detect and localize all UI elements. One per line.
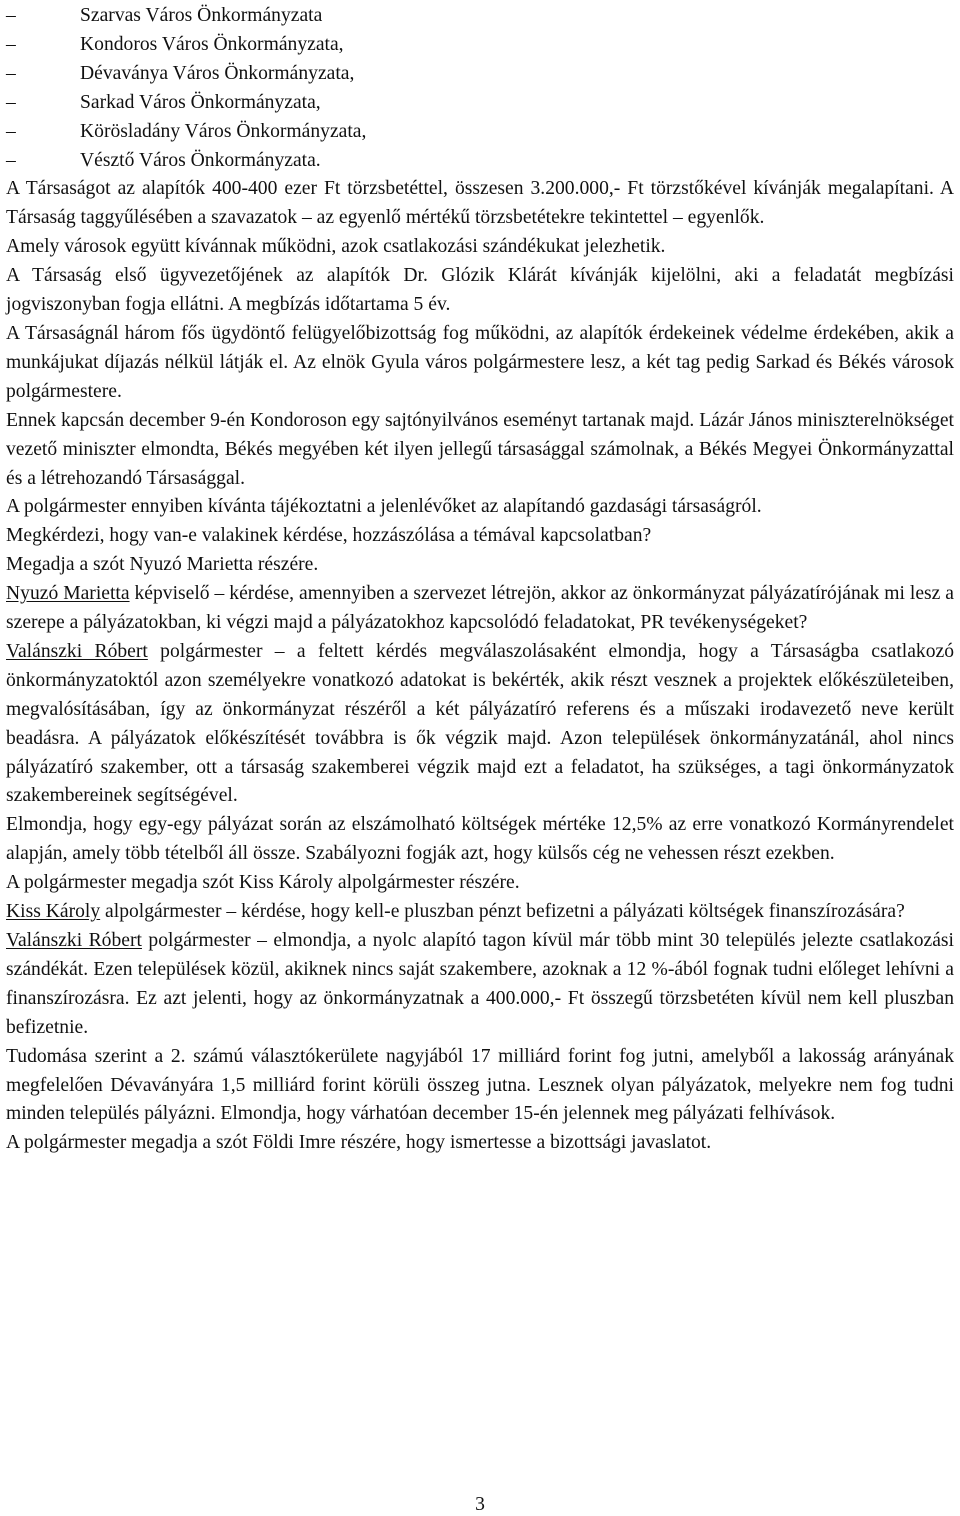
paragraph-text: alpolgármester – kérdése, hogy kell-e pluszban pénzt befizetni a pályázati költségek finanszírozására? (100, 901, 905, 923)
list-dash: – (6, 120, 16, 142)
paragraph: Megkérdezi, hogy van-e valakinek kérdése, hozzászólása a témával kapcsolatban? (6, 525, 652, 547)
list-dash: – (6, 62, 16, 84)
list-item-text: Vésztő Város Önkormányzata. (80, 149, 321, 171)
list-item (6, 118, 954, 147)
paragraph: A polgármester megadja a szót Földi Imre részére, hogy ismertesse a bizottsági javaslatot. (6, 1132, 712, 1154)
paragraph-text: polgármester – elmondja, a nyolc alapító tagon kívül már több mint 30 település jelezte csatlakozási szándékát. Ezen települések közül, akiknek nincs saját szakembere, azoknak a 12 %-ából fognak tudni előleget lehívni a finanszírozásra. Ez azt jelenti, hogy az önkormányzatnak a 400.000,- Ft összegű törzsbetéten kívül nem kell pluszban befizetnie. (6, 930, 954, 1038)
list-item (6, 2, 954, 31)
paragraph: A Társaságot az alapítók 400-400 ezer Ft törzsbetéttel, összesen 3.200.000,- Ft törzstőkével kívánják megalapítani. A Társaság taggyűlésében a szavazatok – az egyenlő mértékű törzsbetétekre tekintettel – egyenlők. (6, 178, 954, 229)
paragraph (6, 927, 954, 1043)
paragraph (6, 638, 954, 811)
list-dash: – (6, 33, 16, 55)
list-item (6, 31, 954, 60)
paragraph (6, 580, 954, 638)
list-dash: – (6, 91, 16, 113)
page-number: 3 (475, 1494, 485, 1515)
paragraph: Elmondja, hogy egy-egy pályázat során az elszámolható költségek mértéke 12,5% az erre vonatkozó Kormányrendelet alapján, amely több tételből áll össze. Szabályozni fogják azt, hogy külsős cég ne vehessen részt ezekben. (6, 814, 954, 865)
list-item (6, 147, 954, 176)
paragraph: Megadja a szót Nyuzó Marietta részére. (6, 554, 319, 576)
paragraph: A polgármester ennyiben kívánta tájékoztatni a jelenlévőket az alapítandó gazdasági társaságról. (6, 496, 762, 518)
paragraph-text: képviselő – kérdése, amennyiben a szervezet létrejön, akkor az önkormányzat pályázatírójának mi lesz a szerepe a pályázatokban, ki végzi majd a pályázatokhoz kapcsolódó feladatokat, PR tevékenységeket? (6, 583, 954, 634)
paragraph-text: polgármester – a feltett kérdés megválaszolásaként elmondja, hogy a Társaságba csatlakozó önkormányzatoktól azon személyekre vonatkozó adatokat is bekérték, akik részt vesznek a projektek előkészületeiben, megvalósításában, így az önkormányzat részéről a két pályázatíró referens és a műszaki irodavezető neve került beadásra. A pályázatok előkészítését továbbra is ők végzik majd. Azon települések önkormányzatánál, ahol nincs pályázatíró szakember, ott a társaság szakemberei végzik majd ezt a feladatot, ha szükséges, a tagi önkormányzatok szakembereinek segítségével. (6, 640, 954, 807)
list-item-text: Kondoros Város Önkormányzata, (80, 33, 344, 55)
paragraph (6, 898, 954, 927)
list-dash: – (6, 149, 16, 171)
speaker-name: Nyuzó Marietta (6, 583, 130, 605)
list-item-text: Dévaványa Város Önkormányzata, (80, 62, 355, 84)
paragraph: A Társaság első ügyvezetőjének az alapítók Dr. Glózik Klárát kívánják kijelölni, aki a feladatát megbízási jogviszonyban fogja ellátni. A megbízás időtartama 5 év. (6, 265, 954, 316)
list-item (6, 89, 954, 118)
speaker-name: Kiss Károly (6, 901, 101, 923)
list-dash: – (6, 5, 16, 26)
list-item-text: Szarvas Város Önkormányzata (80, 5, 323, 26)
paragraph: Amely városok együtt kívánnak működni, azok csatlakozási szándékukat jelezhetik. (6, 236, 666, 258)
list-item (6, 60, 954, 89)
paragraph: Tudomása szerint a 2. számú választókerülete nagyjából 17 milliárd forint fog jutni, amelyből a lakosság arányának megfelelően Dévaványára 1,5 milliárd forint körüli összeg jutna. Lesznek olyan pályázatok, melyekre nem fog tudni minden település pályázni. Elmondja, hogy várhatóan december 15-én jelennek meg pályázati felhívások. (6, 1045, 954, 1125)
list-item-text: Sarkad Város Önkormányzata, (80, 91, 321, 113)
paragraph: Ennek kapcsán december 9-én Kondoroson egy sajtónyilvános eseményt tartanak majd. Lázár János miniszterelnökséget vezető miniszter elmondta, Békés megyében két ilyen jellegű társasággal számolnak, a Békés Megyei Önkormányzattal és a létrehozandó Társasággal. (6, 409, 954, 489)
speaker-name: Valánszki Róbert (6, 640, 148, 662)
paragraph: A Társaságnál három fős ügydöntő felügyelőbizottság fog működni, az alapítók érdekeinek védelme érdekében, akik a munkájukat díjazás nélkül látják el. Az elnök Gyula város polgármestere lesz, a két tag pedig Sarkad és Békés városok polgármestere. (6, 322, 954, 402)
speaker-name: Valánszki Róbert (6, 930, 142, 951)
document-page (6, 2, 954, 1158)
list-item-text: Körösladány Város Önkormányzata, (80, 120, 367, 142)
paragraph: A polgármester megadja szót Kiss Károly alpolgármester részére. (6, 872, 520, 894)
